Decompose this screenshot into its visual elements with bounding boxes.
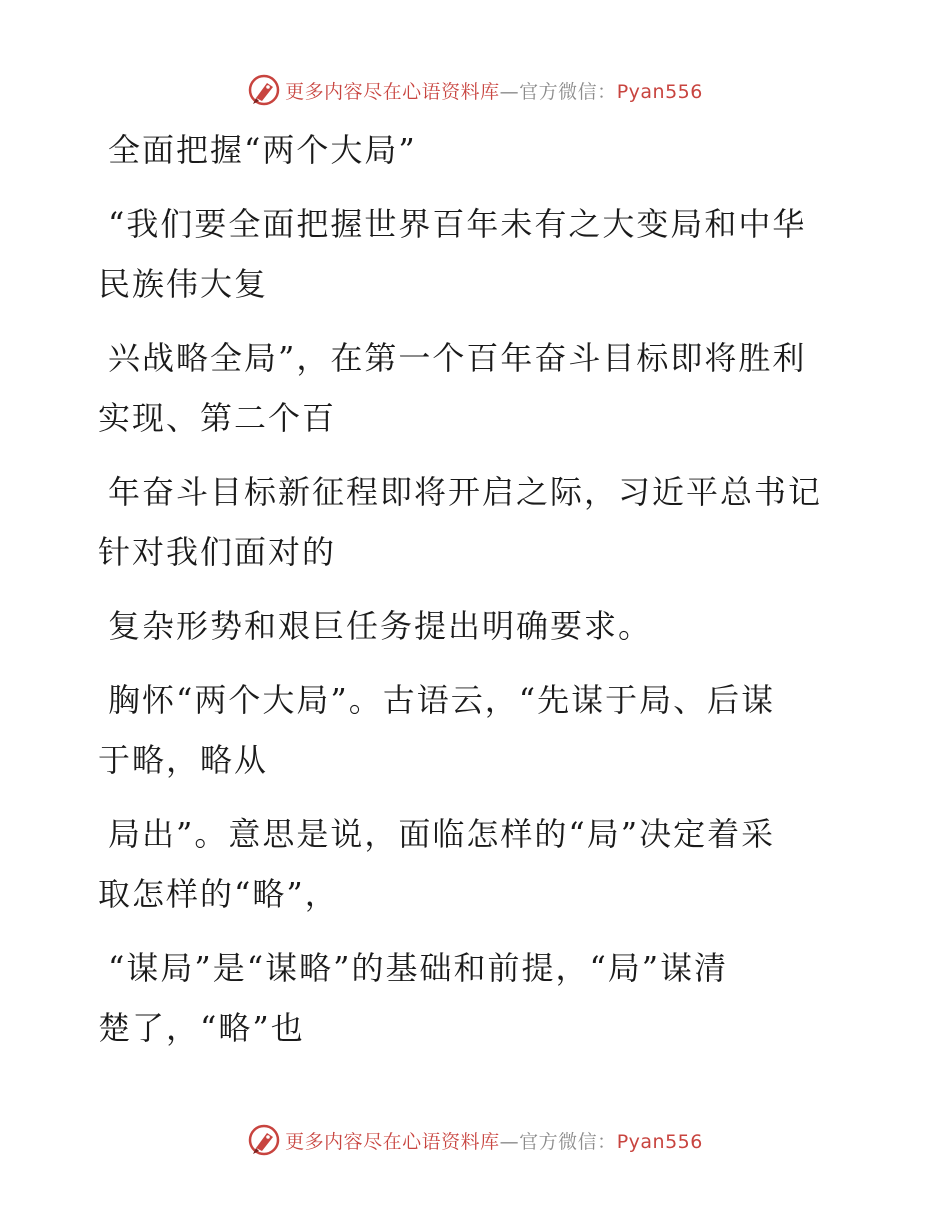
body-line: 复杂形势和艰巨任务提出明确要求。 — [108, 607, 653, 645]
heading-line: 全面把握“两个大局” — [108, 131, 417, 169]
header-site-name: 更多内容尽在心语资料库 — [285, 80, 500, 103]
body-line: 年奋斗目标新征程即将开启之际，习近平总书记 — [108, 473, 823, 511]
footer-dash: — — [499, 1130, 520, 1153]
body-line: 楚了，“略”也 — [98, 1009, 305, 1047]
header-text — [285, 77, 703, 104]
pen-nib-logo-icon — [247, 73, 281, 107]
body-line: 民族伟大复 — [98, 265, 269, 303]
footer-wechat-id: Pyan556 — [616, 1130, 703, 1153]
header-dash: — — [499, 80, 520, 103]
body-line: “谋局”是“谋略”的基础和前提，“局”谋清 — [108, 949, 729, 987]
body-line: “我们要全面把握世界百年未有之大变局和中华 — [108, 205, 807, 243]
footer-text — [285, 1127, 703, 1154]
body-line: 针对我们面对的 — [98, 533, 337, 571]
pen-nib-logo-icon — [247, 1123, 281, 1157]
body-line: 局出”。意思是说，面临怎样的“局”决定着采 — [108, 815, 776, 853]
header-wechat-id: Pyan556 — [616, 80, 703, 103]
header-banner — [0, 70, 950, 110]
body-line: 于略，略从 — [98, 741, 269, 779]
footer-site-name: 更多内容尽在心语资料库 — [285, 1130, 500, 1153]
header-wechat-label: 官方微信： — [519, 80, 617, 103]
footer-wechat-label: 官方微信： — [519, 1130, 617, 1153]
body-line: 实现、第二个百 — [98, 399, 337, 437]
body-line: 取怎样的“略”， — [98, 875, 339, 913]
body-line: 兴战略全局”，在第一个百年奋斗目标即将胜利 — [108, 339, 807, 377]
document-body — [98, 120, 838, 1058]
footer-banner — [0, 1120, 950, 1160]
body-line: 胸怀“两个大局”。古语云，“先谋于局、后谋 — [108, 681, 776, 719]
